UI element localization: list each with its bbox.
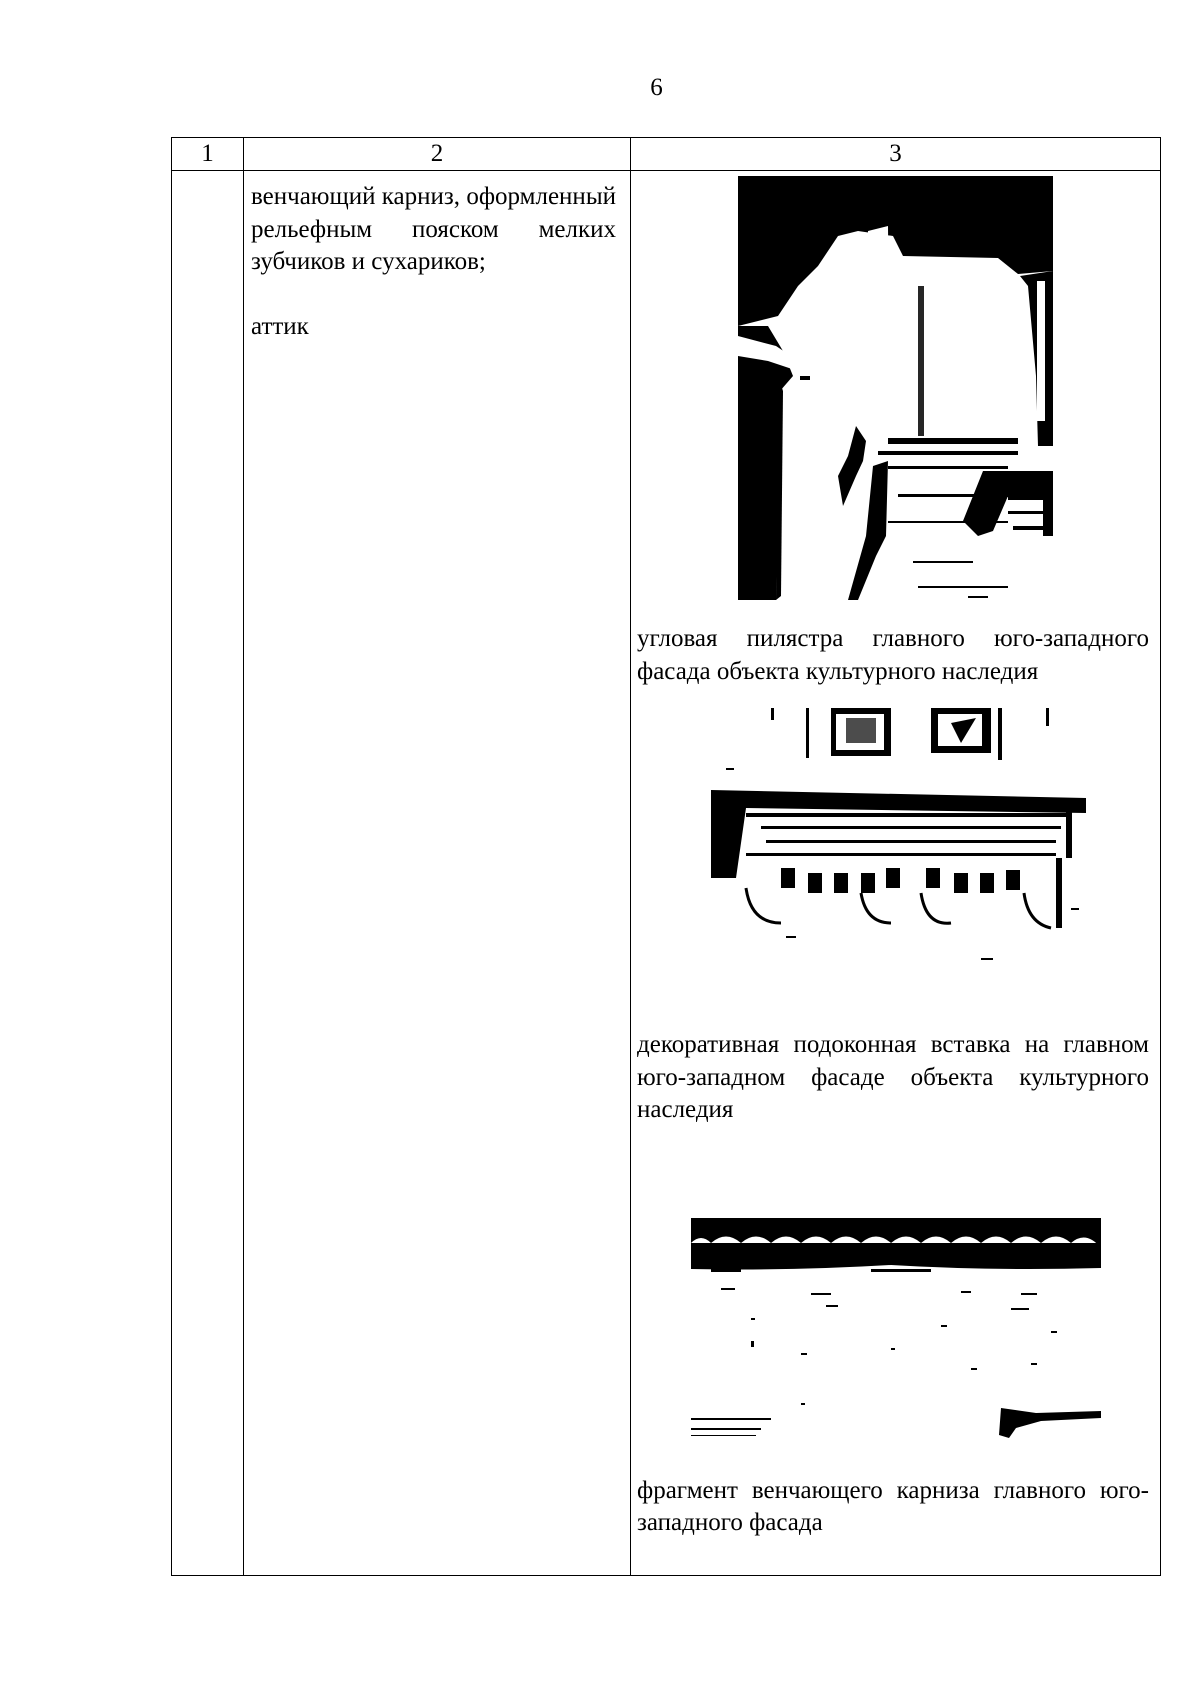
column-header-1: 1 (172, 138, 244, 171)
column-header-2: 2 (244, 138, 631, 171)
figure-caption: фрагмент венчающего карниза главного юго-западного фасада (637, 1476, 1149, 1536)
pilaster-photo (738, 176, 1053, 600)
document-table (171, 137, 1161, 1576)
description-paragraph: аттик (251, 312, 309, 340)
table-header-row (172, 138, 1161, 171)
cell-description (244, 171, 631, 1576)
figure-caption: декоративная подоконная вставка на главном юго-западном фасаде объекта культурного наследия (637, 1031, 1149, 1123)
page-number: 6 (650, 74, 663, 101)
description-paragraph: венчающий карниз, оформленный рельефным пояском мелких зубчиков и сухариков; (251, 183, 616, 275)
window-inset-photo (706, 708, 1086, 973)
table-row (172, 171, 1161, 1576)
cornice-photo (691, 1213, 1101, 1453)
figure-caption: угловая пилястра главного юго-западного фасада объекта культурного наследия (637, 625, 1149, 685)
cell-number (172, 171, 244, 1576)
column-header-3: 3 (631, 138, 1161, 171)
cell-photos (631, 171, 1161, 1576)
